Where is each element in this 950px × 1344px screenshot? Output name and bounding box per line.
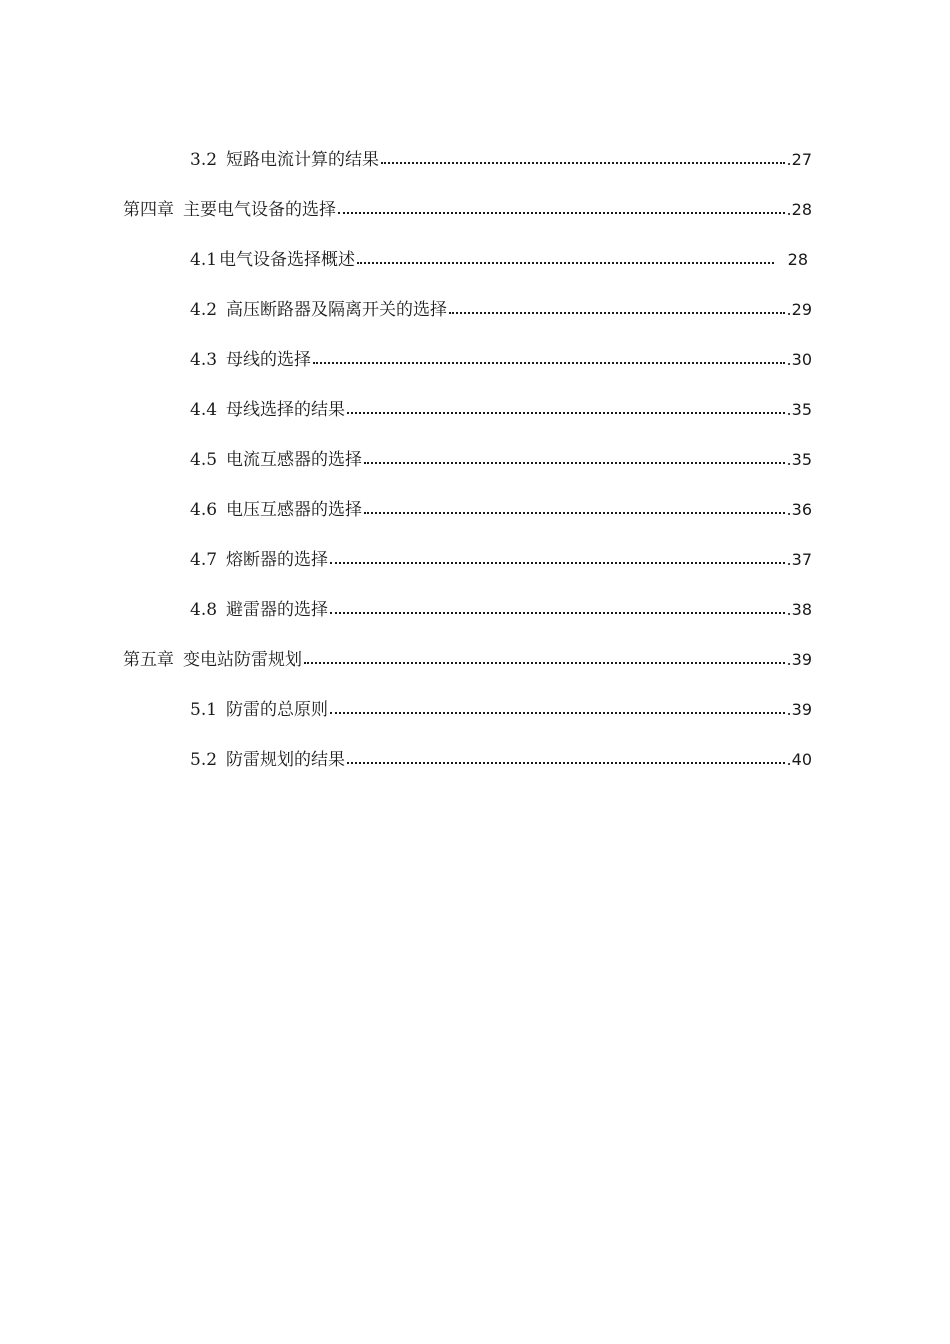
entry-page: .29 (786, 300, 812, 319)
dot-leader (313, 362, 785, 364)
entry-number: 4.4 (190, 400, 218, 420)
entry-title: 熔断器的选择 (226, 550, 329, 570)
dot-leader (304, 662, 785, 664)
dot-leader (330, 612, 785, 614)
toc-entry-5-1[interactable] (190, 697, 812, 723)
entry-number: 5.2 (190, 750, 218, 770)
toc-entry-chapter-5[interactable] (123, 647, 812, 673)
entry-number: 4.2 (190, 300, 218, 320)
toc-entry-5-2[interactable] (190, 747, 812, 773)
dot-leader (364, 462, 785, 464)
entry-page: .28 (786, 200, 812, 219)
entry-title: 变电站防雷规划 (183, 650, 302, 670)
entry-number: 3.2 (190, 150, 218, 170)
entry-page: .30 (786, 350, 812, 369)
entry-number: 4.6 (190, 500, 218, 520)
entry-page: .38 (786, 600, 812, 619)
entry-number: 4.3 (190, 350, 218, 370)
entry-page: .27 (786, 150, 812, 169)
entry-number: 5.1 (190, 700, 218, 720)
entry-number: 4.1 (190, 250, 218, 270)
toc-entry-4-1[interactable] (190, 247, 812, 273)
entry-title: 电气设备选择概述 (219, 250, 356, 270)
entry-page: .40 (786, 750, 812, 769)
entry-title: 母线选择的结果 (226, 400, 346, 420)
entry-page: .36 (786, 500, 812, 519)
dot-leader (357, 262, 774, 264)
entry-title: 避雷器的选择 (226, 600, 329, 620)
dot-leader (330, 712, 785, 714)
entry-page: .35 (786, 400, 812, 419)
dot-leader (381, 162, 785, 164)
entry-title: 母线的选择 (226, 350, 312, 370)
toc-entry-4-2[interactable] (190, 297, 812, 323)
entry-number: 第五章 (123, 650, 174, 670)
toc-entry-3-2[interactable] (190, 147, 812, 173)
entry-page: .39 (786, 650, 812, 669)
toc-entry-4-8[interactable] (190, 597, 812, 623)
entry-number: 4.7 (190, 550, 218, 570)
entry-page: 28 (787, 250, 808, 269)
entry-page: .39 (786, 700, 812, 719)
dot-leader (449, 312, 785, 314)
entry-title: 防雷的总原则 (226, 700, 329, 720)
entry-title: 电压互感器的选择 (226, 500, 363, 520)
entry-title: 短路电流计算的结果 (226, 150, 380, 170)
entry-title: 高压断路器及隔离开关的选择 (226, 300, 448, 320)
entry-title: 防雷规划的结果 (226, 750, 346, 770)
toc-entry-4-4[interactable] (190, 397, 812, 423)
dot-leader (364, 512, 785, 514)
dot-leader (347, 412, 785, 414)
toc-entry-4-5[interactable] (190, 447, 812, 473)
toc-entry-chapter-4[interactable] (123, 197, 812, 223)
toc-entry-4-6[interactable] (190, 497, 812, 523)
dot-leader (347, 762, 785, 764)
entry-number: 4.5 (190, 450, 218, 470)
dot-leader (338, 212, 785, 214)
entry-title: 电流互感器的选择 (226, 450, 363, 470)
dot-leader (330, 562, 785, 564)
entry-page: .37 (786, 550, 812, 569)
entry-page: .35 (786, 450, 812, 469)
toc-entry-4-7[interactable] (190, 547, 812, 573)
entry-title: 主要电气设备的选择 (183, 200, 336, 220)
toc-entry-4-3[interactable] (190, 347, 812, 373)
entry-number: 第四章 (123, 200, 174, 220)
entry-number: 4.8 (190, 600, 218, 620)
